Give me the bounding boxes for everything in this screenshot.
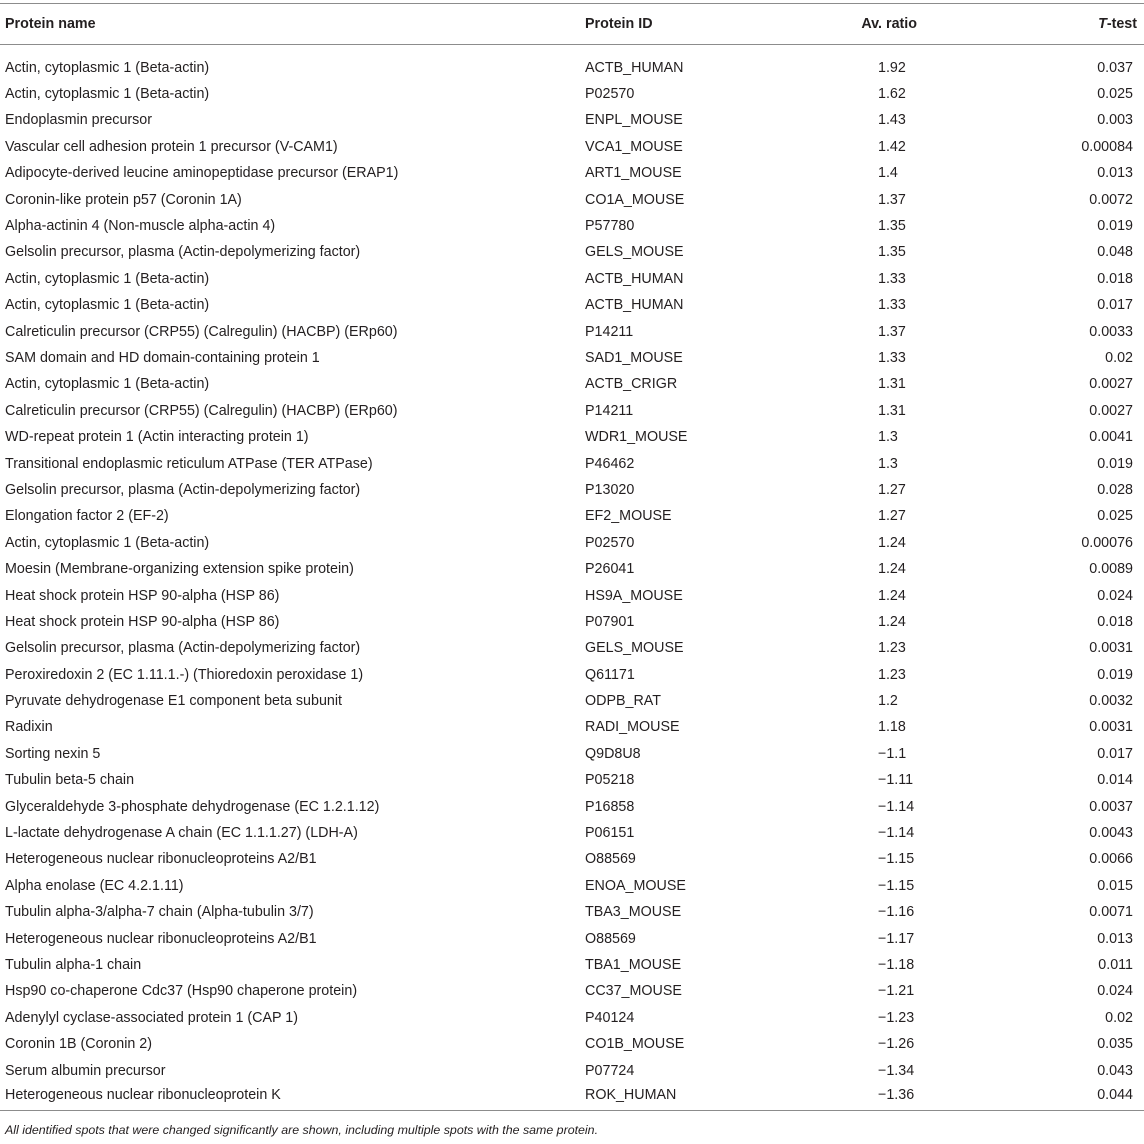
cell-protein-id: P02570 (585, 534, 635, 551)
table-row (0, 741, 1144, 767)
cell-av-ratio: 1.2 (878, 693, 898, 710)
cell-protein-name: Gelsolin precursor, plasma (Actin-depolymerizing factor) (5, 244, 361, 261)
cell-protein-id: ENOA_MOUSE (585, 877, 686, 894)
cell-protein-name: Coronin-like protein p57 (Coronin 1A) (5, 191, 242, 208)
cell-t-test: 0.0032 (1089, 693, 1133, 710)
cell-t-test: 0.018 (1097, 613, 1133, 630)
table-row (0, 81, 1144, 107)
cell-protein-name: Heat shock protein HSP 90-alpha (HSP 86) (5, 587, 280, 604)
cell-av-ratio: −1.1 (878, 745, 907, 762)
cell-av-ratio: −1.17 (878, 930, 915, 947)
cell-av-ratio: 1.3 (878, 455, 898, 472)
cell-av-ratio: −1.34 (878, 1062, 915, 1079)
cell-av-ratio: 1.3 (878, 429, 898, 446)
cell-protein-name: Calreticulin precursor (CRP55) (Calregulin) (HACBP) (ERp60) (5, 402, 398, 419)
cell-t-test: 0.0071 (1089, 904, 1133, 921)
cell-protein-name: Tubulin alpha-1 chain (5, 956, 142, 973)
table-row (0, 714, 1144, 740)
header-t-test-suffix: -test (1106, 16, 1137, 32)
cell-av-ratio: 1.33 (878, 270, 906, 287)
cell-protein-name: Peroxiredoxin 2 (EC 1.11.1.-) (Thioredoxin peroxidase 1) (5, 666, 364, 683)
cell-av-ratio: 1.35 (878, 218, 906, 235)
cell-t-test: 0.028 (1097, 481, 1133, 498)
cell-protein-name: Alpha-actinin 4 (Non-muscle alpha-actin 4) (5, 218, 276, 235)
table-row (0, 239, 1144, 265)
table-row (0, 688, 1144, 714)
table-row (0, 424, 1144, 450)
cell-protein-name: Hsp90 co-chaperone Cdc37 (Hsp90 chaperone protein) (5, 983, 358, 1000)
cell-protein-name: Pyruvate dehydrogenase E1 component beta subunit (5, 693, 343, 710)
cell-protein-id: O88569 (585, 851, 636, 868)
cell-protein-name: Radixin (5, 719, 53, 736)
cell-av-ratio: −1.15 (878, 877, 915, 894)
cell-protein-id: GELS_MOUSE (585, 640, 684, 657)
cell-av-ratio: 1.4 (878, 165, 898, 182)
table-row (0, 292, 1144, 318)
cell-av-ratio: 1.24 (878, 534, 906, 551)
table-row (0, 45, 1144, 81)
table-row (0, 477, 1144, 503)
cell-protein-id: P14211 (585, 402, 634, 419)
cell-protein-name: Vascular cell adhesion protein 1 precursor (V-CAM1) (5, 138, 338, 155)
cell-protein-id: ART1_MOUSE (585, 165, 682, 182)
table-row (0, 160, 1144, 186)
cell-protein-name: Heterogeneous nuclear ribonucleoproteins A2/B1 (5, 851, 317, 868)
cell-protein-id: P07901 (585, 613, 635, 630)
cell-t-test: 0.044 (961, 1084, 1144, 1110)
cell-av-ratio: −1.26 (878, 1036, 915, 1053)
cell-protein-id: VCA1_MOUSE (585, 138, 683, 155)
cell-t-test: 0.02 (1105, 1009, 1133, 1026)
cell-protein-name: WD-repeat protein 1 (Actin interacting protein 1) (5, 429, 309, 446)
cell-av-ratio: 1.37 (878, 191, 906, 208)
table-row (0, 635, 1144, 661)
table-row (0, 371, 1144, 397)
table-row (0, 530, 1144, 556)
cell-t-test: 0.013 (1097, 930, 1133, 947)
cell-protein-name: Transitional endoplasmic reticulum ATPase (TER ATPase) (5, 455, 373, 472)
cell-t-test: 0.0089 (1089, 561, 1133, 578)
cell-av-ratio: −1.15 (878, 851, 915, 868)
table-row (0, 899, 1144, 925)
cell-t-test: 0.0027 (1089, 376, 1133, 393)
protein-table (0, 3, 1144, 1111)
cell-protein-id: P46462 (585, 455, 635, 472)
cell-av-ratio: −1.18 (878, 956, 915, 973)
cell-protein-name: Gelsolin precursor, plasma (Actin-depolymerizing factor) (5, 640, 361, 657)
cell-t-test: 0.037 (1097, 59, 1133, 76)
cell-protein-id: ROK_HUMAN (581, 1084, 821, 1110)
cell-protein-id: SAD1_MOUSE (585, 349, 683, 366)
cell-av-ratio: 1.23 (878, 666, 906, 683)
cell-t-test: 0.025 (1097, 508, 1133, 525)
cell-av-ratio: 1.31 (878, 376, 906, 393)
cell-av-ratio: 1.92 (878, 59, 906, 76)
cell-t-test: 0.0037 (1089, 798, 1133, 815)
cell-protein-id: P14211 (585, 323, 634, 340)
cell-protein-id: EF2_MOUSE (585, 508, 672, 525)
cell-protein-id: TBA3_MOUSE (585, 904, 682, 921)
table-row (0, 582, 1144, 608)
cell-av-ratio: 1.27 (878, 508, 906, 525)
cell-t-test: 0.0031 (1089, 640, 1133, 657)
cell-protein-id: ODPB_RAT (585, 693, 662, 710)
cell-protein-id: RADI_MOUSE (585, 719, 680, 736)
table-row (0, 978, 1144, 1004)
cell-t-test: 0.0033 (1089, 323, 1133, 340)
cell-t-test: 0.017 (1097, 745, 1133, 762)
cell-protein-id: ACTB_CRIGR (585, 376, 678, 393)
cell-t-test: 0.014 (1097, 772, 1133, 789)
cell-protein-id: P05218 (585, 772, 635, 789)
cell-protein-id: CC37_MOUSE (585, 983, 682, 1000)
table-row (0, 107, 1144, 133)
cell-protein-id: P40124 (585, 1009, 635, 1026)
cell-av-ratio: −1.14 (878, 798, 915, 815)
cell-protein-id: P16858 (585, 798, 635, 815)
table-row (0, 846, 1144, 872)
cell-protein-id: O88569 (585, 930, 636, 947)
cell-protein-id: P07724 (585, 1062, 635, 1079)
cell-protein-name: Adenylyl cyclase-associated protein 1 (CAP 1) (5, 1009, 298, 1026)
table-header-row (0, 4, 1144, 45)
header-protein-name: Protein name (0, 4, 581, 45)
cell-protein-name: Heterogeneous nuclear ribonucleoprotein K (0, 1084, 581, 1110)
cell-t-test: 0.019 (1097, 218, 1133, 235)
cell-protein-name: Alpha enolase (EC 4.2.1.11) (5, 877, 184, 894)
cell-av-ratio: 1.23 (878, 640, 906, 657)
cell-t-test: 0.0027 (1089, 402, 1133, 419)
cell-av-ratio: 1.24 (878, 561, 906, 578)
header-protein-id: Protein ID (581, 4, 821, 45)
cell-t-test: 0.019 (1097, 666, 1133, 683)
header-av-ratio: Av. ratio (821, 4, 961, 45)
cell-t-test: 0.0066 (1089, 851, 1133, 868)
cell-t-test: 0.0043 (1089, 825, 1133, 842)
cell-protein-name: Heterogeneous nuclear ribonucleoproteins A2/B1 (5, 930, 317, 947)
cell-protein-name: Glyceraldehyde 3-phosphate dehydrogenase (EC 1.2.1.12) (5, 798, 380, 815)
cell-av-ratio: 1.31 (878, 402, 906, 419)
cell-protein-name: Actin, cytoplasmic 1 (Beta-actin) (5, 86, 210, 103)
table-row (0, 925, 1144, 951)
cell-protein-id: HS9A_MOUSE (585, 587, 683, 604)
cell-t-test: 0.043 (1097, 1062, 1133, 1079)
cell-av-ratio: 1.18 (878, 719, 906, 736)
cell-av-ratio: −1.36 (821, 1084, 961, 1110)
cell-protein-id: WDR1_MOUSE (585, 429, 688, 446)
cell-protein-name: Serum albumin precursor (5, 1062, 166, 1079)
cell-protein-name: Gelsolin precursor, plasma (Actin-depolymerizing factor) (5, 481, 361, 498)
cell-protein-name: Actin, cytoplasmic 1 (Beta-actin) (5, 59, 210, 76)
table-row (0, 134, 1144, 160)
cell-protein-name: Elongation factor 2 (EF-2) (5, 508, 169, 525)
cell-av-ratio: 1.24 (878, 613, 906, 630)
table-row (0, 793, 1144, 819)
table-row (0, 186, 1144, 212)
cell-av-ratio: 1.33 (878, 349, 906, 366)
cell-t-test: 0.025 (1097, 86, 1133, 103)
table-footnote: All identified spots that were changed significantly are shown, including multiple spots with the same protein. (5, 1123, 599, 1137)
cell-t-test: 0.0031 (1089, 719, 1133, 736)
cell-protein-name: Calreticulin precursor (CRP55) (Calregulin) (HACBP) (ERp60) (5, 323, 398, 340)
cell-av-ratio: 1.37 (878, 323, 906, 340)
cell-protein-name: Actin, cytoplasmic 1 (Beta-actin) (5, 270, 210, 287)
cell-protein-id: ENPL_MOUSE (585, 112, 683, 129)
cell-t-test: 0.015 (1097, 877, 1133, 894)
cell-protein-id: ACTB_HUMAN (585, 297, 684, 314)
cell-t-test: 0.0041 (1089, 429, 1133, 446)
cell-t-test: 0.035 (1097, 1036, 1133, 1053)
table-row (0, 767, 1144, 793)
table-row (0, 318, 1144, 344)
cell-t-test: 0.013 (1097, 165, 1133, 182)
cell-protein-name: Adipocyte-derived leucine aminopeptidase precursor (ERAP1) (5, 165, 399, 182)
table-row (0, 450, 1144, 476)
table-row (0, 503, 1144, 529)
cell-t-test: 0.02 (1105, 349, 1133, 366)
cell-t-test: 0.048 (1097, 244, 1133, 261)
table-row (0, 1057, 1144, 1083)
cell-t-test: 0.019 (1097, 455, 1133, 472)
cell-t-test: 0.003 (1097, 112, 1133, 129)
table-row (0, 609, 1144, 635)
cell-protein-id: P02570 (585, 86, 635, 103)
cell-protein-id: P57780 (585, 218, 635, 235)
cell-protein-id: CO1B_MOUSE (585, 1036, 685, 1053)
cell-av-ratio: 1.33 (878, 297, 906, 314)
table-row (0, 1084, 1144, 1110)
cell-protein-name: L-lactate dehydrogenase A chain (EC 1.1.1.27) (LDH-A) (5, 825, 358, 842)
cell-t-test: 0.0072 (1089, 191, 1133, 208)
table-row (0, 1031, 1144, 1057)
table-row (0, 952, 1144, 978)
cell-protein-id: TBA1_MOUSE (585, 956, 682, 973)
cell-t-test: 0.017 (1097, 297, 1133, 314)
cell-av-ratio: −1.14 (878, 825, 915, 842)
cell-protein-id: GELS_MOUSE (585, 244, 684, 261)
cell-t-test: 0.018 (1097, 270, 1133, 287)
cell-t-test: 0.024 (1097, 983, 1133, 1000)
cell-protein-id: ACTB_HUMAN (585, 59, 684, 76)
cell-av-ratio: 1.24 (878, 587, 906, 604)
cell-av-ratio: 1.42 (878, 138, 906, 155)
header-t-test-italic: T (1098, 16, 1107, 32)
table-row (0, 873, 1144, 899)
cell-protein-name: Endoplasmin precursor (5, 112, 153, 129)
header-t-test (961, 4, 1144, 45)
cell-av-ratio: −1.23 (878, 1009, 915, 1026)
cell-av-ratio: 1.27 (878, 481, 906, 498)
table-row (0, 398, 1144, 424)
cell-t-test: 0.00076 (1081, 534, 1133, 551)
table-row (0, 556, 1144, 582)
cell-protein-id: P26041 (585, 561, 635, 578)
table-row (0, 820, 1144, 846)
cell-protein-name: Heat shock protein HSP 90-alpha (HSP 86) (5, 613, 280, 630)
cell-t-test: 0.011 (1098, 956, 1133, 973)
cell-protein-id: Q61171 (585, 666, 635, 683)
cell-protein-name: Actin, cytoplasmic 1 (Beta-actin) (5, 376, 210, 393)
cell-av-ratio: 1.43 (878, 112, 906, 129)
cell-t-test: 0.00084 (1081, 138, 1133, 155)
cell-protein-name: Sorting nexin 5 (5, 745, 101, 762)
cell-protein-id: Q9D8U8 (585, 745, 641, 762)
cell-av-ratio: −1.21 (878, 983, 915, 1000)
cell-protein-id: P13020 (585, 481, 635, 498)
cell-av-ratio: −1.16 (878, 904, 915, 921)
cell-protein-name: Actin, cytoplasmic 1 (Beta-actin) (5, 534, 210, 551)
table-row (0, 213, 1144, 239)
cell-protein-name: Tubulin alpha-3/alpha-7 chain (Alpha-tubulin 3/7) (5, 904, 314, 921)
cell-protein-id: ACTB_HUMAN (585, 270, 684, 287)
cell-av-ratio: 1.62 (878, 86, 906, 103)
cell-protein-id: P06151 (585, 825, 635, 842)
table-body (0, 45, 1144, 1111)
table-row (0, 345, 1144, 371)
cell-protein-name: Coronin 1B (Coronin 2) (5, 1036, 153, 1053)
cell-protein-name: SAM domain and HD domain-containing protein 1 (5, 349, 320, 366)
cell-protein-name: Moesin (Membrane-organizing extension spike protein) (5, 561, 354, 578)
cell-protein-name: Tubulin beta-5 chain (5, 772, 135, 789)
cell-av-ratio: 1.35 (878, 244, 906, 261)
table-row (0, 661, 1144, 687)
cell-protein-id: CO1A_MOUSE (585, 191, 685, 208)
cell-protein-name: Actin, cytoplasmic 1 (Beta-actin) (5, 297, 210, 314)
cell-t-test: 0.024 (1097, 587, 1133, 604)
cell-av-ratio: −1.11 (878, 772, 914, 789)
table-row (0, 1005, 1144, 1031)
table-row (0, 266, 1144, 292)
